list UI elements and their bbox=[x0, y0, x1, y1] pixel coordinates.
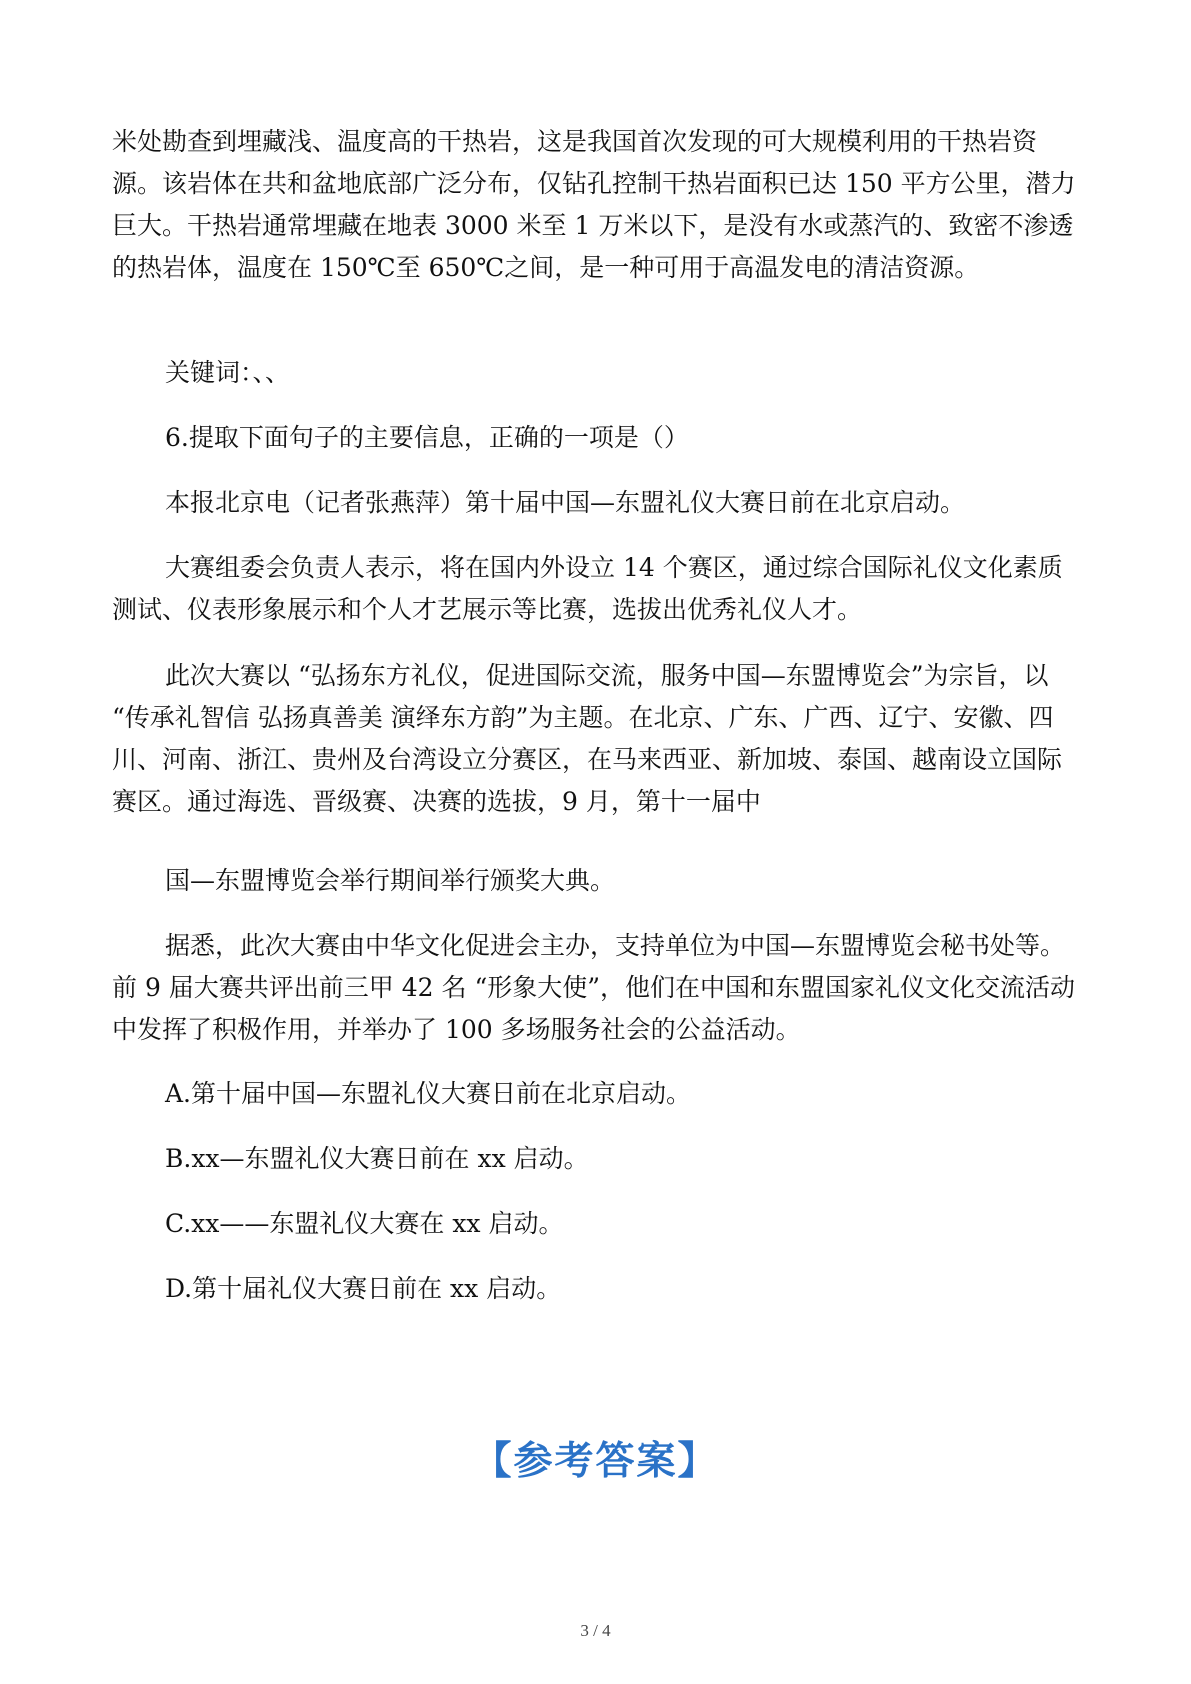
passage-paragraph-1: 本报北京电（记者张燕萍）第十届中国—东盟礼仪大赛日前在北京启动。 bbox=[165, 488, 966, 517]
passage-paragraph-5: 据悉，此次大赛由中华文化促进会主办，支持单位为中国—东盟博览会秘书处等。前 9 届大赛共评出前三甲 42 名 “形象大使”，他们在中国和东盟国家礼仪文化交流活动中发挥了积极作用，并举办了 100 多场服务社会的公益活动。 bbox=[112, 931, 1076, 1044]
question-stem: 6.提取下面句子的主要信息，正确的一项是（） bbox=[165, 423, 689, 452]
option-d: D.第十届礼仪大赛日前在 xx 启动。 bbox=[165, 1274, 562, 1303]
passage-paragraph-3: 此次大赛以 “弘扬东方礼仪，促进国际交流，服务中国—东盟博览会”为宗旨，以 “传承礼智信 弘扬真善美 演绎东方韵”为主题。在北京、广东、广西、辽宁、安徽、四川、河南、浙江、贵州及台湾设立分赛区，在马来西亚、新加坡、泰国、越南设立国际赛区。通过海选、晋级赛、决赛的选拔，9 月，第十一届中 bbox=[112, 661, 1063, 816]
keywords-line: 关键词：、、 bbox=[165, 358, 291, 387]
option-b: B.xx—东盟礼仪大赛日前在 xx 启动。 bbox=[165, 1144, 589, 1173]
intro-paragraph: 米处勘查到埋藏浅、温度高的干热岩，这是我国首次发现的可大规模利用的干热岩资源。该岩体在共和盆地底部广泛分布，仅钻孔控制干热岩面积已达 150 平方公里，潜力巨大。干热岩通常埋藏在地表 3000 米至 1 万米以下，是没有水或蒸汽的、致密不渗透的热岩体，温度在 150℃至 650℃之间，是一种可用于高温发电的清洁资源。 bbox=[112, 127, 1076, 282]
passage-paragraph-4: 国—东盟博览会举行期间举行颁奖大典。 bbox=[165, 866, 616, 895]
page-number: 3 / 4 bbox=[580, 1621, 611, 1640]
option-a: A.第十届中国—东盟礼仪大赛日前在北京启动。 bbox=[165, 1079, 692, 1108]
option-c: C.xx——东盟礼仪大赛在 xx 启动。 bbox=[165, 1209, 564, 1238]
answer-heading: 【参考答案】 bbox=[472, 1439, 719, 1484]
passage-paragraph-2: 大赛组委会负责人表示，将在国内外设立 14 个赛区，通过综合国际礼仪文化素质测试、仪表形象展示和个人才艺展示等比赛，选拔出优秀礼仪人才。 bbox=[112, 553, 1063, 624]
